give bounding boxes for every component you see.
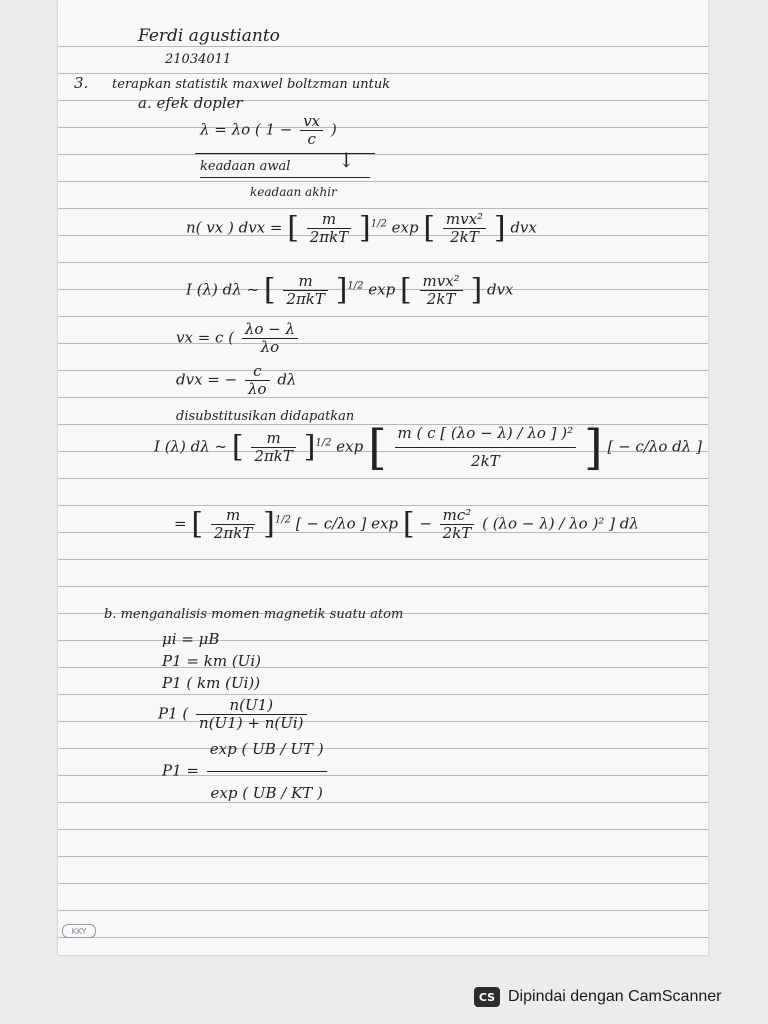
eq-text: dvx: [486, 280, 514, 299]
denominator: 2πkT: [286, 290, 325, 308]
bracket: [: [263, 272, 276, 308]
fraction: [283, 274, 328, 307]
part-b-heading: b. menganalisis momen magnetik suatu atom: [104, 607, 404, 622]
bracket: [: [287, 210, 299, 246]
eq-text: ): [330, 120, 337, 139]
vx-equation: [176, 322, 301, 355]
bracket: [: [423, 210, 436, 246]
student-name: Ferdi agustianto: [138, 26, 280, 46]
denominator: 2kT: [442, 524, 472, 542]
intensity-equation: [186, 274, 514, 307]
watermark-text: Dipindai dengan CamScanner: [508, 988, 722, 1005]
eq-text: exp: [391, 218, 419, 237]
state-final-label: keadaan akhir: [250, 185, 337, 199]
eq-text: P1 (: [158, 704, 189, 723]
numerator: mvx²: [420, 274, 463, 291]
denominator: λo: [248, 380, 267, 398]
bracket: [: [231, 429, 244, 465]
numerator: m ( c [ (λo − λ) / λo ] )²: [395, 426, 577, 448]
fraction: [395, 426, 577, 469]
bracket: [: [191, 506, 204, 542]
question-number: 3.: [74, 74, 89, 92]
eq-text: I (λ) dλ ~: [154, 437, 228, 456]
denominator: 2kT: [471, 452, 500, 470]
numerator: n(U1): [196, 698, 306, 715]
eq-b4: [158, 698, 310, 731]
numerator: m: [283, 274, 328, 291]
bracket: [: [368, 419, 387, 476]
divider-line: [200, 177, 370, 178]
denominator: 2πkT: [254, 447, 293, 465]
denominator: n(U1) + n(Ui): [199, 714, 304, 732]
final-equation: = [ $\frac{m}{\text{2πkT}}$ ]$^{1/2}$ [ − c/λo ] exp [ − $\frac{\text{mc²}}{2kT}$ ( (λo − λ) / λo )² ] dλ: [174, 506, 639, 542]
bracket: [: [400, 272, 412, 308]
fraction: [242, 322, 298, 355]
bracket: ]: [470, 272, 483, 308]
notebook-page: [58, 0, 708, 955]
numerator: m: [251, 431, 296, 448]
maxwell-distribution-equation: [186, 212, 537, 245]
denominator: 2πkT: [213, 524, 253, 542]
eq-text: [ − c/λo ]: [295, 514, 367, 533]
bracket: ]: [493, 210, 506, 246]
bracket: [: [402, 506, 415, 542]
student-id: 21034011: [165, 52, 232, 67]
numerator: m: [211, 508, 256, 525]
numerator: c: [245, 364, 270, 381]
eq-b5: [162, 742, 330, 801]
exponent: 1/2: [274, 514, 291, 526]
exponent: 1/2: [315, 437, 332, 449]
eq-text: =: [174, 514, 187, 533]
bracket: ]: [583, 419, 603, 476]
substituted-label: disubstitusikan didapatkan: [176, 409, 355, 424]
bracket: ]: [335, 272, 348, 308]
eq-text: dλ: [277, 370, 297, 389]
question-text: terapkan statistik maxwel boltzman untuk: [112, 77, 391, 92]
denominator: exp ( UB / KT ): [210, 784, 323, 802]
fraction: [245, 364, 270, 397]
eq-b3: P1 ( km (Ui)): [162, 674, 261, 692]
numerator: mvx²: [443, 212, 486, 229]
eq-text: I (λ) dλ ~: [186, 280, 260, 299]
bracket: ]: [359, 210, 371, 246]
dvx-equation: [176, 364, 296, 397]
bracket: ]: [303, 429, 316, 465]
fraction: [196, 698, 306, 731]
part-a-heading: a. efek dopler: [138, 94, 243, 112]
fraction: [251, 431, 296, 464]
eq-text: [ − c/λo dλ ]: [607, 437, 702, 456]
eq-text: dvx = −: [176, 370, 238, 389]
eq-text: n( vx ) dvx =: [186, 218, 283, 237]
scan-mark: KKY: [62, 924, 96, 938]
denominator: 2πkT: [309, 228, 349, 246]
exponent: 1/2: [370, 218, 387, 230]
numerator: m: [307, 212, 352, 229]
fraction: [307, 212, 352, 245]
denominator: 2kT: [426, 290, 456, 308]
fraction: [440, 508, 475, 541]
eq-text: exp: [368, 280, 396, 299]
numerator: mc²: [440, 508, 475, 525]
fraction: [207, 742, 327, 801]
state-initial-label: keadaan awal: [200, 159, 291, 174]
doppler-equation: [200, 114, 337, 147]
substituted-equation: [154, 419, 702, 476]
eq-text: vx = c (: [176, 328, 235, 347]
eq-b1: μi = μB: [162, 630, 220, 648]
eq-text: ] dλ: [609, 514, 639, 533]
camscanner-watermark: [474, 982, 721, 1012]
arrow-down-icon: ↓: [338, 148, 355, 172]
denominator: 2kT: [450, 228, 479, 246]
fraction: [420, 274, 463, 307]
fraction: [211, 508, 256, 541]
numerator: exp ( UB / UT ): [207, 742, 327, 772]
exponent: 1/2: [347, 280, 364, 292]
denominator: c: [307, 130, 316, 148]
eq-text: exp: [336, 437, 364, 456]
eq-b2: P1 = km (Ui): [162, 652, 261, 670]
fraction: [300, 114, 323, 147]
numerator: vx: [300, 114, 323, 131]
bracket: ]: [263, 506, 275, 542]
fraction: [443, 212, 486, 245]
eq-text: ( (λo − λ) / λo )²: [482, 514, 605, 533]
eq-text: dvx: [510, 218, 537, 237]
numerator: λo − λ: [242, 322, 298, 339]
eq-text: P1 =: [162, 761, 199, 780]
eq-text: λ = λo ( 1 −: [200, 120, 293, 139]
camscanner-logo-icon: CS: [474, 987, 500, 1007]
denominator: λo: [260, 338, 280, 356]
eq-text: exp: [371, 514, 399, 533]
